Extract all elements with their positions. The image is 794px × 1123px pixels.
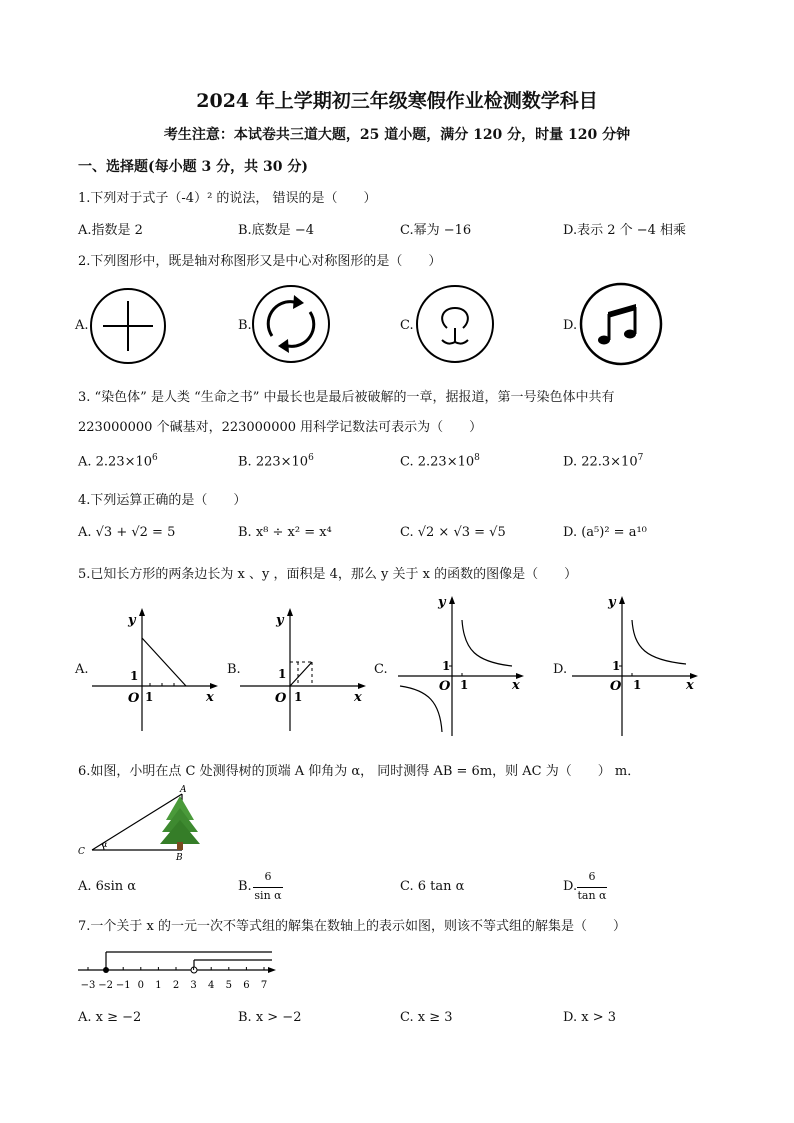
graph-b-one-y: 1 (278, 667, 287, 681)
q7-option-a: A. x ≥ −2 (78, 1010, 142, 1025)
number-line-tick-label: −2 (98, 980, 113, 991)
q5-stem: 5.已知长方形的两条边长为 x 、y ，面积是 4，那么 y 关于 x 的函数的图像是（ ） (78, 567, 578, 582)
graph-c-one-y: 1 (442, 659, 451, 673)
q1-option-c: C.幂为 −16 (400, 223, 472, 238)
number-line-tick-label: 1 (155, 980, 162, 991)
number-line-tick-label: 3 (190, 980, 197, 991)
q2-option-c-label: C. (400, 318, 414, 333)
q6-option-d-denominator: tan α (577, 889, 607, 902)
q5-graph-d-hyperbola (570, 590, 704, 740)
q7-number-line (76, 944, 276, 994)
graph-c-origin: O (439, 679, 451, 694)
graph-c-y-label: y (438, 595, 446, 610)
q1-option-a: A.指数是 2 (78, 223, 143, 238)
q4-option-b: B. x⁸ ÷ x² = x⁴ (238, 525, 332, 540)
graph-a-one-x: 1 (145, 690, 154, 704)
q4-option-a: A. √3 + √2 = 5 (78, 525, 176, 540)
q5-option-a-label: A. (75, 662, 89, 677)
graph-a-x-label: x (206, 690, 214, 705)
graph-b-one-x: 1 (294, 690, 303, 704)
q6-option-d-fraction-bar (577, 887, 607, 888)
graph-d-origin: O (610, 679, 622, 694)
number-line-tick-label: 6 (243, 980, 250, 991)
q6-option-b-prefix: B. (238, 879, 252, 894)
q5-graph-c-hyperbola (394, 590, 528, 740)
q2-option-a-label: A. (75, 318, 89, 333)
graph-c-x-label: x (512, 678, 520, 693)
graph-a-origin: O (128, 691, 140, 706)
q3-stem-line1: 3. “染色体” 是人类 “生命之书” 中最长也是最后被破解的一章，据报道，第一号染色体中共有 (78, 390, 615, 405)
q5-option-c-label: C. (374, 662, 388, 677)
label-alpha: α (102, 840, 108, 849)
q6-option-b-denominator: sin α (254, 889, 282, 902)
number-line-tick-label: 5 (225, 980, 232, 991)
graph-b-x-label: x (354, 690, 362, 705)
q6-option-a: A. 6sin α (78, 879, 137, 894)
q7-option-b: B. x > −2 (238, 1010, 302, 1025)
graph-b-origin: O (275, 691, 287, 706)
q4-option-d: D. (a⁵)² = a¹⁰ (563, 525, 647, 540)
q5-option-b-label: B. (227, 662, 241, 677)
q1-option-d: D.表示 2 个 −4 相乘 (563, 223, 687, 238)
number-line-tick-label: 7 (260, 980, 268, 991)
label-c: C (78, 847, 85, 857)
q3-stem-line2: 223000000 个碱基对，223000000 用科学记数法可表示为（ ） (78, 420, 483, 435)
graph-d-one-y: 1 (612, 659, 621, 673)
q2-figure-a-cross-circle (88, 287, 168, 365)
q7-option-d: D. x > 3 (563, 1010, 616, 1025)
q7-stem: 7.一个关于 x 的一元一次不等式组的解集在数轴上的表示如图，则该不等式组的解集是（ ） (78, 919, 627, 934)
q2-figure-b-recycle-arrows (250, 284, 332, 364)
q3-option-d: D. $22.3\times 10^7$ (563, 453, 644, 470)
number-line-tick-label: 4 (208, 980, 215, 991)
q3-option-a: A. $2.23\times 10^6$ (78, 453, 158, 470)
q1-stem: 1.下列对于式子（-4）² 的说法， 错误的是（ ） (78, 191, 377, 206)
q3-option-c: C. $2.23\times 10^8$ (400, 453, 480, 470)
label-a: A (180, 785, 187, 795)
q2-figure-c-symbol (414, 284, 496, 364)
q2-stem: 2.下列图形中，既是轴对称图形又是中心对称图形的是（ ） (78, 254, 442, 269)
q6-option-c: C. 6 tan α (400, 879, 465, 894)
q2-figure-d-music-note (578, 282, 664, 366)
q4-stem: 4.下列运算正确的是（ ） (78, 493, 247, 508)
number-line-tick-label: 2 (172, 980, 180, 991)
q5-graph-a-line (90, 606, 220, 736)
q5-graph-b-line (238, 606, 368, 736)
q4-option-c: C. √2 × √3 = √5 (400, 525, 506, 540)
graph-c-one-x: 1 (460, 678, 469, 692)
q5-option-d-label: D. (553, 662, 568, 677)
number-line-tick-label: −1 (115, 980, 131, 991)
q2-option-b-label: B. (238, 318, 252, 333)
graph-d-one-x: 1 (633, 678, 642, 692)
section-heading-choice: 一、选择题(每小题 3 分，共 30 分) (78, 159, 308, 175)
number-line-tick-label: 0 (137, 980, 144, 991)
q6-option-d-numerator: 6 (588, 870, 596, 883)
q6-option-b-numerator: 6 (264, 870, 272, 883)
number-line-tick-label: −3 (80, 980, 96, 991)
q6-tree-triangle-figure (74, 784, 204, 864)
page-title: 2024 年上学期初三年级寒假作业检测数学科目 (196, 90, 598, 112)
q1-option-b: B.底数是 −4 (238, 223, 314, 238)
label-b: B (176, 853, 183, 863)
graph-d-x-label: x (686, 678, 694, 693)
exam-notice: 考生注意：本试卷共三道大题，25 道小题，满分 120 分，时量 120 分钟 (163, 127, 631, 143)
graph-b-y-label: y (276, 613, 284, 628)
q3-option-b: B. $223\times 10^6$ (238, 453, 314, 470)
q6-option-b-fraction-bar (253, 887, 283, 888)
graph-a-y-label: y (128, 613, 136, 628)
q2-option-d-label: D. (563, 318, 578, 333)
q6-option-d-prefix: D. (563, 879, 578, 894)
q7-option-c: C. x ≥ 3 (400, 1010, 453, 1025)
graph-d-y-label: y (608, 595, 616, 610)
graph-a-one-y: 1 (130, 669, 139, 683)
q6-stem: 6.如图，小明在点 C 处测得树的顶端 A 仰角为 α， 同时测得 AB = 6m，则 AC 为（ ） m． (78, 764, 641, 779)
